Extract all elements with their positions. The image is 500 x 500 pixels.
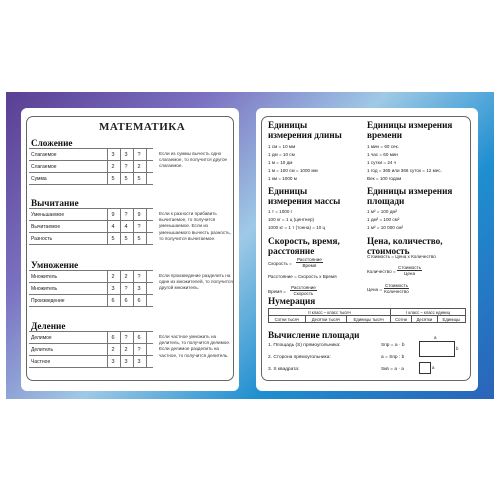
numeration-table — [268, 308, 466, 323]
distance-formula: Расстояние = Скорость x Время — [268, 274, 337, 279]
unit-line: 1 час = 60 мин — [367, 152, 398, 157]
rank-cell: Десятки тысяч — [305, 316, 346, 323]
term-value: 5 — [137, 176, 141, 182]
column-line — [120, 208, 121, 244]
unit-line: 1 м² = 10 000 см² — [367, 225, 404, 230]
term-value: ? — [124, 164, 128, 170]
term-value: 5 — [137, 236, 141, 242]
price-formula-fraction — [384, 283, 409, 294]
term-value: 3 — [111, 286, 115, 292]
term-value: 3 — [111, 359, 115, 365]
term-value: 5 — [124, 176, 128, 182]
section-heading: Умножение — [31, 260, 79, 270]
unit-line: 1 м² = 100 дм² — [367, 209, 398, 214]
section-divider — [29, 148, 153, 149]
section-divider — [29, 270, 153, 271]
area-calc-formula: Sпр = a · b — [381, 343, 405, 348]
quantity-numerator: Стоимость — [398, 265, 421, 270]
term-value: 2 — [111, 347, 115, 353]
unit-line: 1 сутки = 24 ч — [367, 160, 397, 165]
cost-formula: Стоимость = Цена x Количество — [367, 254, 436, 259]
mass-heading: Единицы измерения массы — [268, 186, 341, 206]
column-line — [120, 148, 121, 184]
term-value: 6 — [137, 335, 141, 341]
term-label: Слагаемое — [31, 164, 57, 170]
unit-line: 1 дм = 10 см — [268, 152, 295, 157]
area-calc-formula: Sкв = a · a — [381, 367, 404, 372]
speed-denominator: Время — [302, 263, 317, 268]
thousands-class-cell: II класс – класс тысяч — [269, 309, 391, 316]
term-label: Частное — [31, 359, 51, 365]
column-line — [133, 270, 134, 306]
term-value: ? — [124, 212, 128, 218]
column-line — [107, 208, 108, 244]
quantity-denominator: Цена — [403, 271, 416, 276]
term-label: Уменьшаемое — [31, 212, 65, 218]
term-value: 3 — [137, 359, 141, 365]
unit-line: 1 дм² = 100 см² — [367, 217, 400, 222]
price-heading: Цена, количество, стоимость — [367, 236, 443, 256]
price-denominator: Количество — [384, 289, 409, 294]
quantity-formula-fraction — [397, 265, 422, 276]
section-divider — [29, 331, 153, 332]
unit-line: 1 м = 100 см = 1000 мм — [268, 168, 318, 173]
area-calc-item: 3. S квадрата: — [268, 367, 300, 372]
section-divider — [29, 208, 153, 209]
row-divider — [29, 294, 153, 295]
unit-line: Век = 100 годам — [367, 176, 402, 181]
term-value: 5 — [111, 176, 115, 182]
term-value: 6 — [111, 298, 115, 304]
column-line — [120, 270, 121, 306]
term-value: 6 — [124, 298, 128, 304]
term-label: Слагаемое — [31, 152, 57, 158]
unit-line: 1 см = 10 мм — [268, 144, 296, 149]
term-label: Произведение — [31, 298, 65, 304]
row-divider — [29, 220, 153, 221]
term-value: 2 — [111, 164, 115, 170]
time-formula-label: Время = — [268, 289, 286, 294]
row-divider — [29, 244, 153, 245]
term-value: 4 — [124, 224, 128, 230]
term-label: Делимое — [31, 335, 52, 341]
rule-text: Если из суммы вычесть одно слагаемое, то получится другое слагаемое. — [159, 151, 228, 169]
length-heading: Единицы измерения длины — [268, 120, 342, 140]
unit-line: 1 м = 10 дм — [268, 160, 293, 165]
unit-line: 100 кг = 1 ц (центнер) — [268, 217, 315, 222]
rectangle-side-b-label: b — [456, 346, 459, 351]
row-divider — [29, 306, 153, 307]
term-value: 3 — [124, 152, 128, 158]
row-divider — [29, 184, 153, 185]
rule-text: Если частное умножить на делитель, то получится делимое. Если делимое разделить на частное, то получится делитель. — [159, 334, 231, 358]
term-label: Делитель — [31, 347, 54, 353]
term-value: ? — [124, 335, 128, 341]
term-label: Сумма — [31, 176, 47, 182]
term-value: 6 — [111, 335, 115, 341]
speed-heading: Скорость, время, расстояние — [268, 236, 340, 256]
price-formula-label: Цена = — [367, 287, 383, 292]
price-numerator: Стоимость — [385, 283, 408, 288]
page-title: МАТЕМАТИКА — [99, 121, 186, 133]
column-line — [107, 148, 108, 184]
term-value: ? — [124, 286, 128, 292]
section-heading: Деление — [31, 321, 66, 331]
term-value: 4 — [111, 224, 115, 230]
area-calc-item: 2. Сторона прямоугольника: — [268, 355, 331, 360]
unit-line: 1000 кг = 1 т (тонна) = 10 ц — [268, 225, 326, 230]
column-line — [146, 270, 147, 306]
rectangle-figure — [419, 341, 455, 357]
rank-cell: Единицы тысяч — [347, 316, 391, 323]
area-calc-heading: Вычисление площади — [268, 330, 360, 340]
column-line — [146, 148, 147, 184]
area-units-heading: Единицы измерения площади — [367, 186, 453, 206]
term-value: 9 — [111, 212, 115, 218]
term-value: 2 — [137, 164, 141, 170]
speed-formula-fraction — [296, 257, 323, 268]
row-divider — [29, 282, 153, 283]
term-value: ? — [137, 224, 141, 230]
term-label: Множитель — [31, 274, 58, 280]
column-line — [133, 331, 134, 367]
units-class-cell: I класс – класс единиц — [391, 309, 466, 316]
rank-cell: Сотни — [391, 316, 412, 323]
square-figure — [419, 362, 431, 374]
section-heading: Сложение — [31, 138, 73, 148]
section-heading: Вычитание — [31, 198, 79, 208]
unit-line: 1 т = 1000 г — [268, 209, 293, 214]
rectangle-side-a-label: a — [434, 335, 437, 340]
numeration-heading: Нумерация — [268, 296, 316, 306]
rank-cell: Сотни тысяч — [269, 316, 306, 323]
speed-numerator: Расстояние — [297, 257, 322, 262]
term-value: 5 — [111, 236, 115, 242]
right-page — [256, 108, 478, 391]
row-divider — [29, 343, 153, 344]
time-numerator: Расстояние — [291, 285, 316, 290]
term-value: ? — [137, 274, 141, 280]
unit-line: 1 год = 365 или 366 суток = 12 мес. — [367, 168, 442, 173]
speed-formula-label: Скорость = — [268, 261, 292, 266]
term-value: 2 — [111, 274, 115, 280]
unit-line: 1 мин = 60 сек. — [367, 144, 399, 149]
term-value: ? — [137, 152, 141, 158]
rule-text: Если произведение разделить на один из множителей, то получится другой множитель. — [159, 273, 233, 291]
term-value: 5 — [124, 236, 128, 242]
row-divider — [29, 172, 153, 173]
term-value: 2 — [124, 274, 128, 280]
term-label: Разность — [31, 236, 53, 242]
term-label: Вычитаемое — [31, 224, 61, 230]
time-formula-fraction — [290, 285, 317, 296]
time-heading: Единицы измерения времени — [367, 120, 453, 140]
rule-text: Если к разности прибавить вычитаемое, то получится уменьшаемое. Если из уменьшаемого вычесть разность, то получится вычитаемое. — [159, 211, 231, 241]
term-value: 6 — [137, 298, 141, 304]
term-label: Множитель — [31, 286, 58, 292]
row-divider — [29, 160, 153, 161]
area-calc-formula: a = Sпр : b — [381, 355, 405, 360]
term-value: 2 — [124, 347, 128, 353]
rank-cell: Единицы — [437, 316, 465, 323]
column-line — [107, 270, 108, 306]
column-line — [107, 331, 108, 367]
term-value: 3 — [111, 152, 115, 158]
term-value: 9 — [137, 212, 141, 218]
quantity-formula-label: Количество = — [367, 269, 396, 274]
column-line — [146, 208, 147, 244]
term-value: ? — [137, 347, 141, 353]
rank-cell: Десятки — [412, 316, 438, 323]
left-page — [21, 108, 239, 391]
column-line — [133, 208, 134, 244]
row-divider — [29, 232, 153, 233]
area-calc-item: 1. Площадь (S) прямоугольника: — [268, 343, 341, 348]
term-value: 3 — [137, 286, 141, 292]
square-side-label: a — [432, 365, 435, 370]
term-value: 3 — [124, 359, 128, 365]
column-line — [133, 148, 134, 184]
column-line — [146, 331, 147, 367]
column-line — [120, 331, 121, 367]
row-divider — [29, 367, 153, 368]
row-divider — [29, 355, 153, 356]
time-denominator: Скорость — [293, 291, 314, 296]
unit-line: 1 км = 1000 м — [268, 176, 297, 181]
